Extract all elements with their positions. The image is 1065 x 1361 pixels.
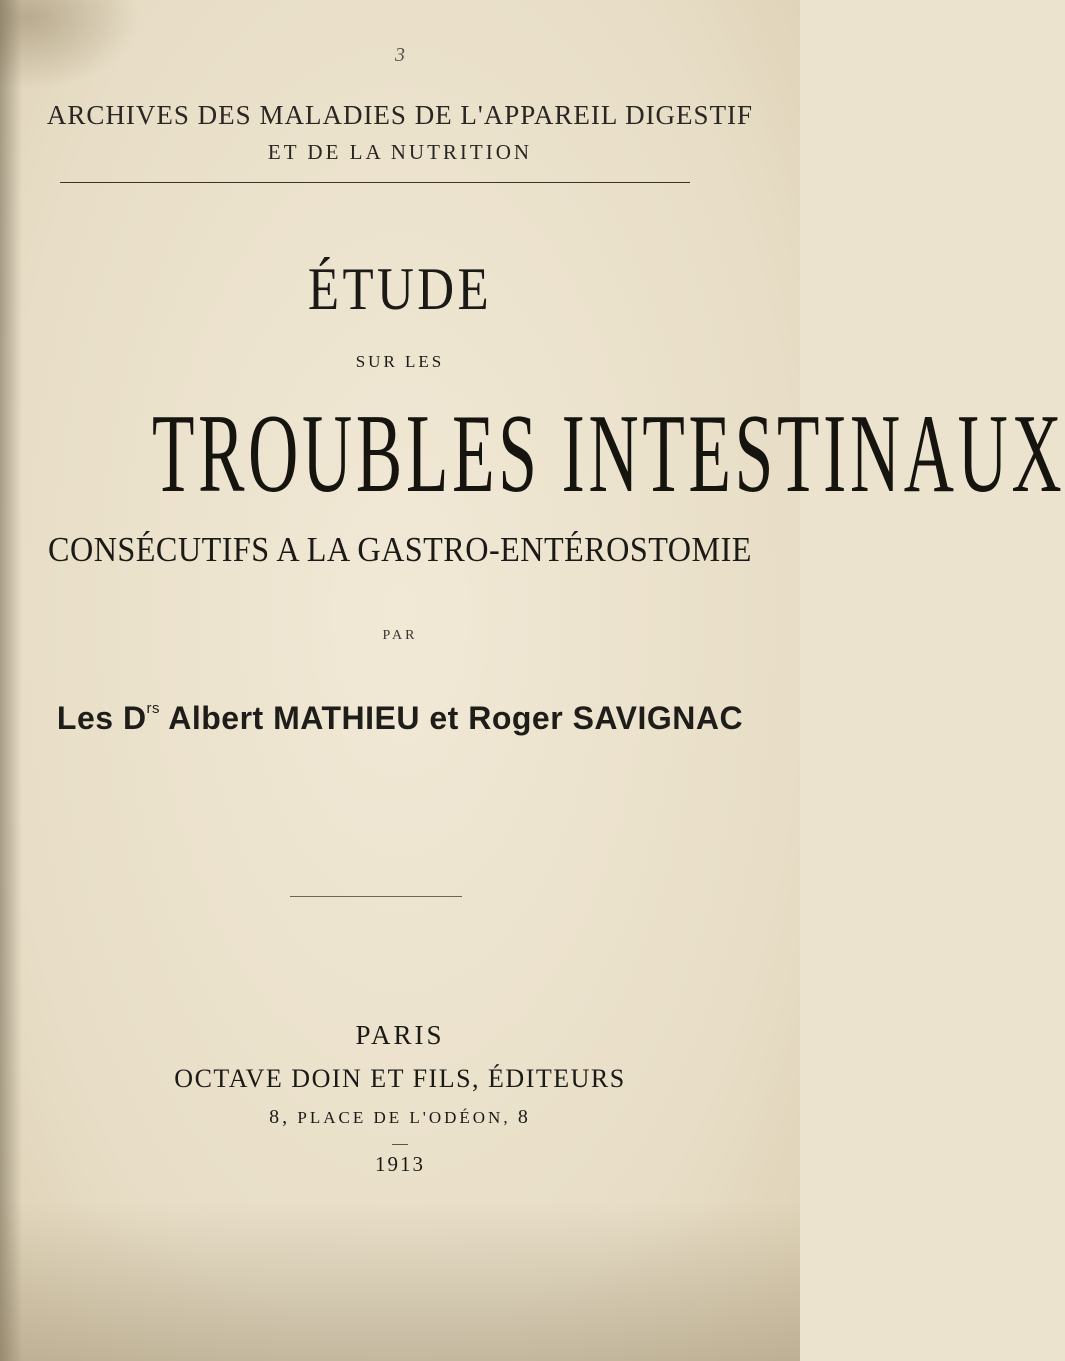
subtitle: CONSÉCUTIFS A LA GASTRO-ENTÉROSTOMIE [48, 530, 752, 569]
authors-names: Albert MATHIEU et Roger SAVIGNAC [160, 700, 744, 736]
title-kicker: ÉTUDE [307, 256, 493, 322]
imprint-publisher: OCTAVE DOIN ET FILS, ÉDITEURS [174, 1064, 626, 1093]
middle-rule [290, 896, 462, 897]
page-bottom-shadow [0, 1201, 800, 1361]
address-street: PLACE DE L'ODÉON, [290, 1108, 518, 1127]
authors [0, 700, 800, 737]
authors-prefix: Les D [56, 700, 147, 736]
main-title: TROUBLES INTESTINAUX [152, 392, 1065, 516]
imprint-year: 1913 [375, 1152, 425, 1176]
authors-honorific: rs [146, 700, 161, 717]
title-connector: SUR LES [355, 352, 445, 371]
header-rule [60, 182, 690, 183]
imprint-address [0, 1106, 800, 1129]
year-rule [392, 1144, 408, 1145]
page-mark: 3 [395, 44, 405, 66]
series-title-line1: ARCHIVES DES MALADIES DE L'APPAREIL DIGESTIF [46, 100, 754, 130]
imprint-city: PARIS [355, 1020, 445, 1050]
address-number: 8, [269, 1106, 291, 1128]
series-title-line2: ET DE LA NUTRITION [267, 140, 533, 164]
address-number-2: 8 [517, 1106, 531, 1128]
by-label: PAR [382, 628, 418, 643]
